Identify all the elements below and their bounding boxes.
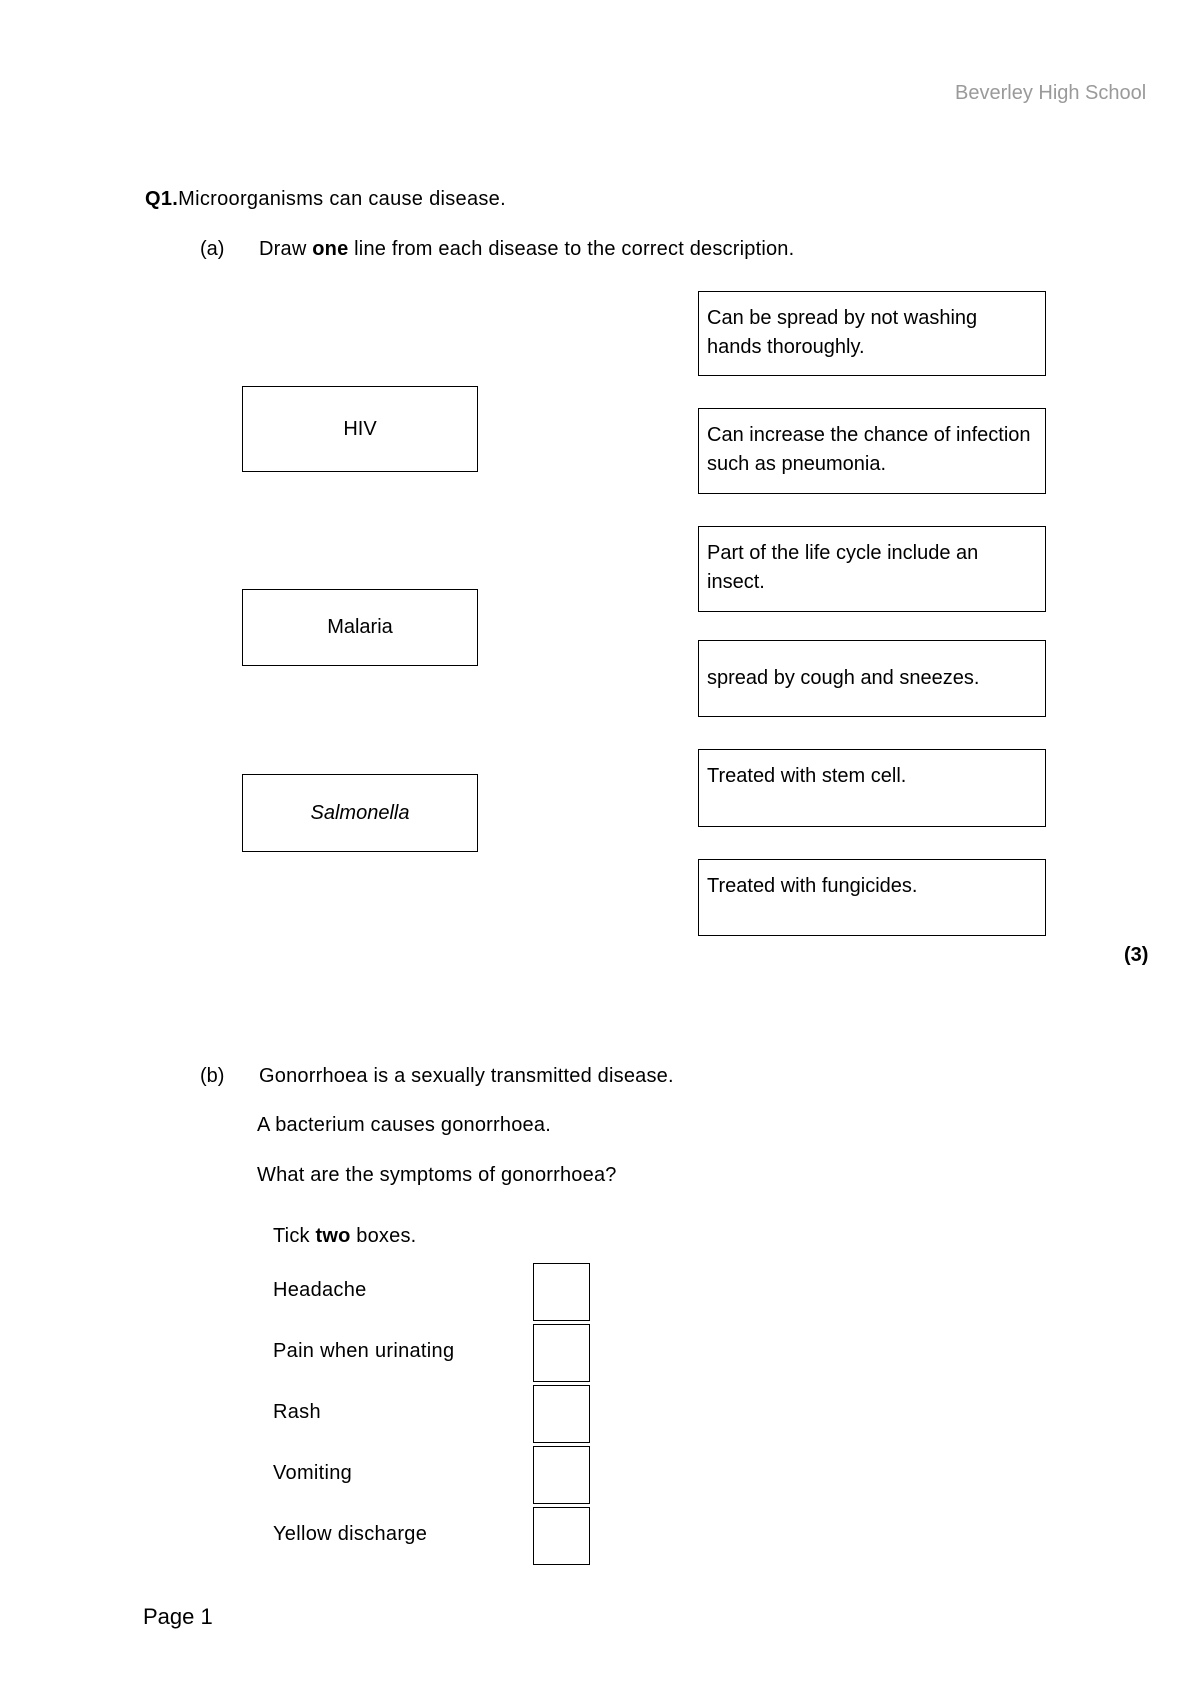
instruction-text: Tick xyxy=(273,1225,316,1247)
part-b-question: What are the symptoms of gonorrhoea? xyxy=(257,1164,617,1186)
page-number: Page 1 xyxy=(143,1604,213,1629)
instruction-text: line from each disease to the correct description. xyxy=(348,238,795,260)
question-intro: Microorganisms can cause disease. xyxy=(178,188,506,210)
disease-box-malaria[interactable] xyxy=(242,589,478,666)
disease-box-hiv[interactable] xyxy=(242,386,478,472)
description-box-cough[interactable] xyxy=(698,640,1046,717)
tick-box-rash[interactable] xyxy=(533,1385,590,1443)
disease-label: Salmonella xyxy=(310,801,410,824)
tick-box-headache[interactable] xyxy=(533,1263,590,1321)
option-vomiting-label: Vomiting xyxy=(273,1462,353,1484)
question-title xyxy=(145,188,506,211)
part-b-line2: A bacterium causes gonorrhoea. xyxy=(257,1114,551,1136)
option-rash-label: Rash xyxy=(273,1401,321,1423)
part-a-instruction xyxy=(259,238,794,261)
part-a-label: (a) xyxy=(200,238,225,260)
tick-box-vomiting[interactable] xyxy=(533,1446,590,1504)
description-box-insect[interactable] xyxy=(698,526,1046,612)
description-text: Part of the life cycle include an insect. xyxy=(707,542,979,593)
description-text: Can be spread by not washing hands thoroughly. xyxy=(707,307,978,358)
description-text: Can increase the chance of infection such as pneumonia. xyxy=(707,424,1031,475)
instruction-text: boxes. xyxy=(350,1225,417,1247)
school-name-header: Beverley High School xyxy=(955,82,1147,104)
option-yellow-discharge-label: Yellow discharge xyxy=(273,1523,428,1545)
instruction-emphasis: two xyxy=(315,1225,351,1247)
description-box-washing[interactable] xyxy=(698,291,1046,376)
question-number: Q1. xyxy=(145,188,179,210)
disease-label: Malaria xyxy=(327,616,393,638)
marks-part-a: (3) xyxy=(1124,944,1149,966)
part-b-line1: Gonorrhoea is a sexually transmitted disease. xyxy=(259,1065,674,1087)
disease-box-salmonella[interactable] xyxy=(242,774,478,852)
description-box-fungicides[interactable] xyxy=(698,859,1046,936)
tick-box-yellow-discharge[interactable] xyxy=(533,1507,590,1565)
description-text: Treated with fungicides. xyxy=(707,875,918,897)
disease-label: HIV xyxy=(343,417,377,440)
description-text: Treated with stem cell. xyxy=(707,765,907,787)
description-box-stem-cell[interactable] xyxy=(698,749,1046,827)
instruction-emphasis: one xyxy=(312,238,349,260)
description-text: spread by cough and sneezes. xyxy=(707,667,980,689)
instruction-text: Draw xyxy=(259,238,313,260)
description-box-pneumonia[interactable] xyxy=(698,408,1046,494)
tick-box-pain-when-urinating[interactable] xyxy=(533,1324,590,1382)
option-headache-label: Headache xyxy=(273,1279,367,1301)
tick-instruction xyxy=(273,1225,416,1248)
part-b-label: (b) xyxy=(200,1065,225,1087)
option-pain-label: Pain when urinating xyxy=(273,1340,455,1362)
